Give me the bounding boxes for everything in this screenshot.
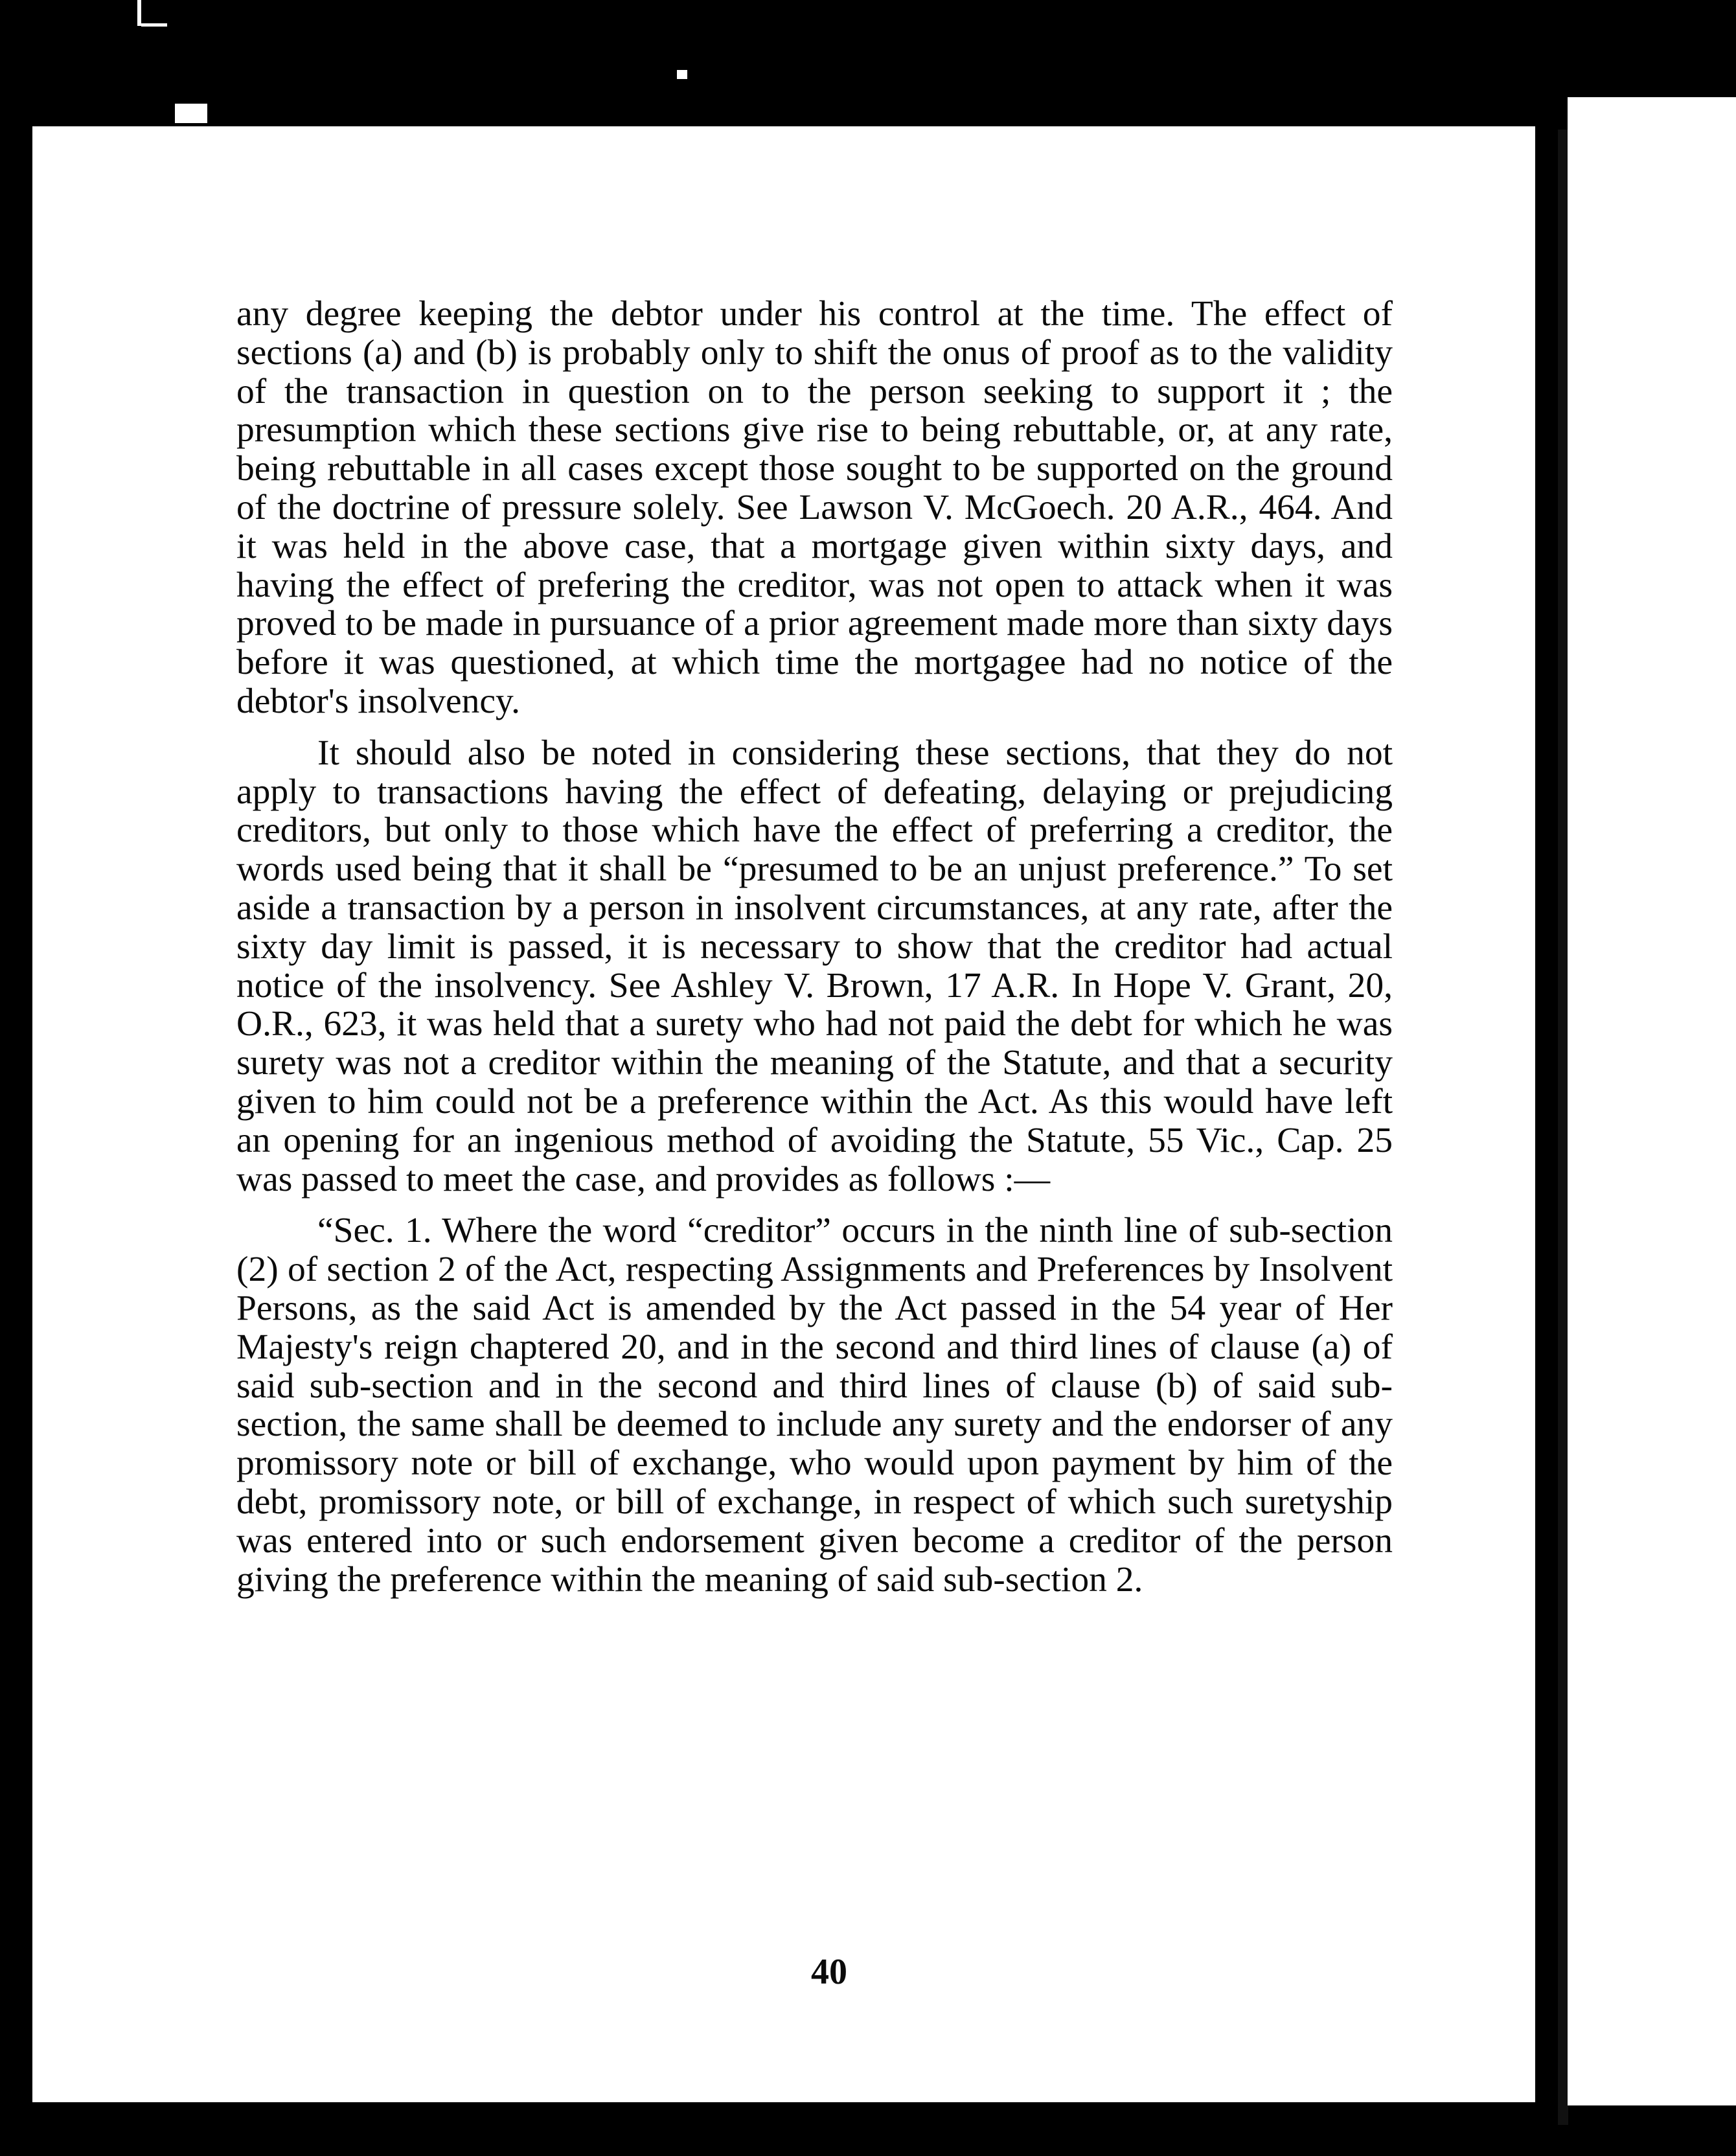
scan-artifact [137, 0, 141, 26]
adjacent-page [1568, 97, 1736, 2105]
scan-artifact [677, 70, 687, 79]
book-spine [1558, 130, 1568, 2125]
document-body [236, 295, 1393, 1599]
paragraph-continuation: any degree keeping the debtor under his control at the time. The effect of sections (a) and (b) is probably only to shift the onus of proof as to the validity of the transaction in question on to the person seeking to support it ; the presumption which these sections give rise to being rebuttable, or, at any rate, being rebuttable in all cases except those sought to be supported on the ground of the doctrine of pressure solely. See Lawson V. McGoech. 20 A.R., 464. And it was held in the above case, that a mortgage given within sixty days, and having the effect of prefering the creditor, was not open to attack when it was proved to be made in pursuance of a prior agreement made more than sixty days before it was questioned, at which time the mortgagee had no notice of the debtor's insolvency. [236, 294, 1393, 721]
page-number: 40 [811, 1952, 847, 1992]
paragraph-considering-sections: It should also be noted in considering these sections, that they do not apply to transactions having the effect of defeating, delaying or prejudicing creditors, but only to those which have the effect of preferring a creditor, the words used being that it shall be “presumed to be an unjust preference.” To set aside a transaction by a person in insolvent circumstances, at any rate, after the sixty day limit is passed, it is necessary to show that the creditor had actual notice of the insolvency. See Ashley V. Brown, 17 A.R. In Hope V. Grant, 20, O.R., 623, it was held that a surety who had not paid the debt for which he was surety was not a creditor within the meaning of the Statute, and that a security given to him could not be a preference within the Act. As this would have left an opening for an ingenious method of avoiding the Statute, 55 Vic., Cap. 25 was passed to meet the case, and provides as follows :— [236, 733, 1393, 1199]
paragraph-statute-quote: “Sec. 1. Where the word “creditor” occurs in the ninth line of sub-section (2) of section 2 of the Act, respecting Assignments and Preferences by Insolvent Persons, as the said Act is amended by the Act passed in the 54 year of Her Majesty's reign chaptered 20, and in the second and third lines of clause (a) of said sub-section and in the second and third lines of clause (b) of said sub-section, the same shall be deemed to include any surety and the endorser of any promissory note or bill of exchange, who would upon payment by him of the debt, promissory note, or bill of exchange, in respect of which such suretyship was entered into or such endorsement given become a creditor of the person giving the preference within the meaning of said sub-section 2. [236, 1211, 1393, 1600]
scan-artifact [175, 104, 207, 123]
scan-artifact [141, 23, 167, 27]
